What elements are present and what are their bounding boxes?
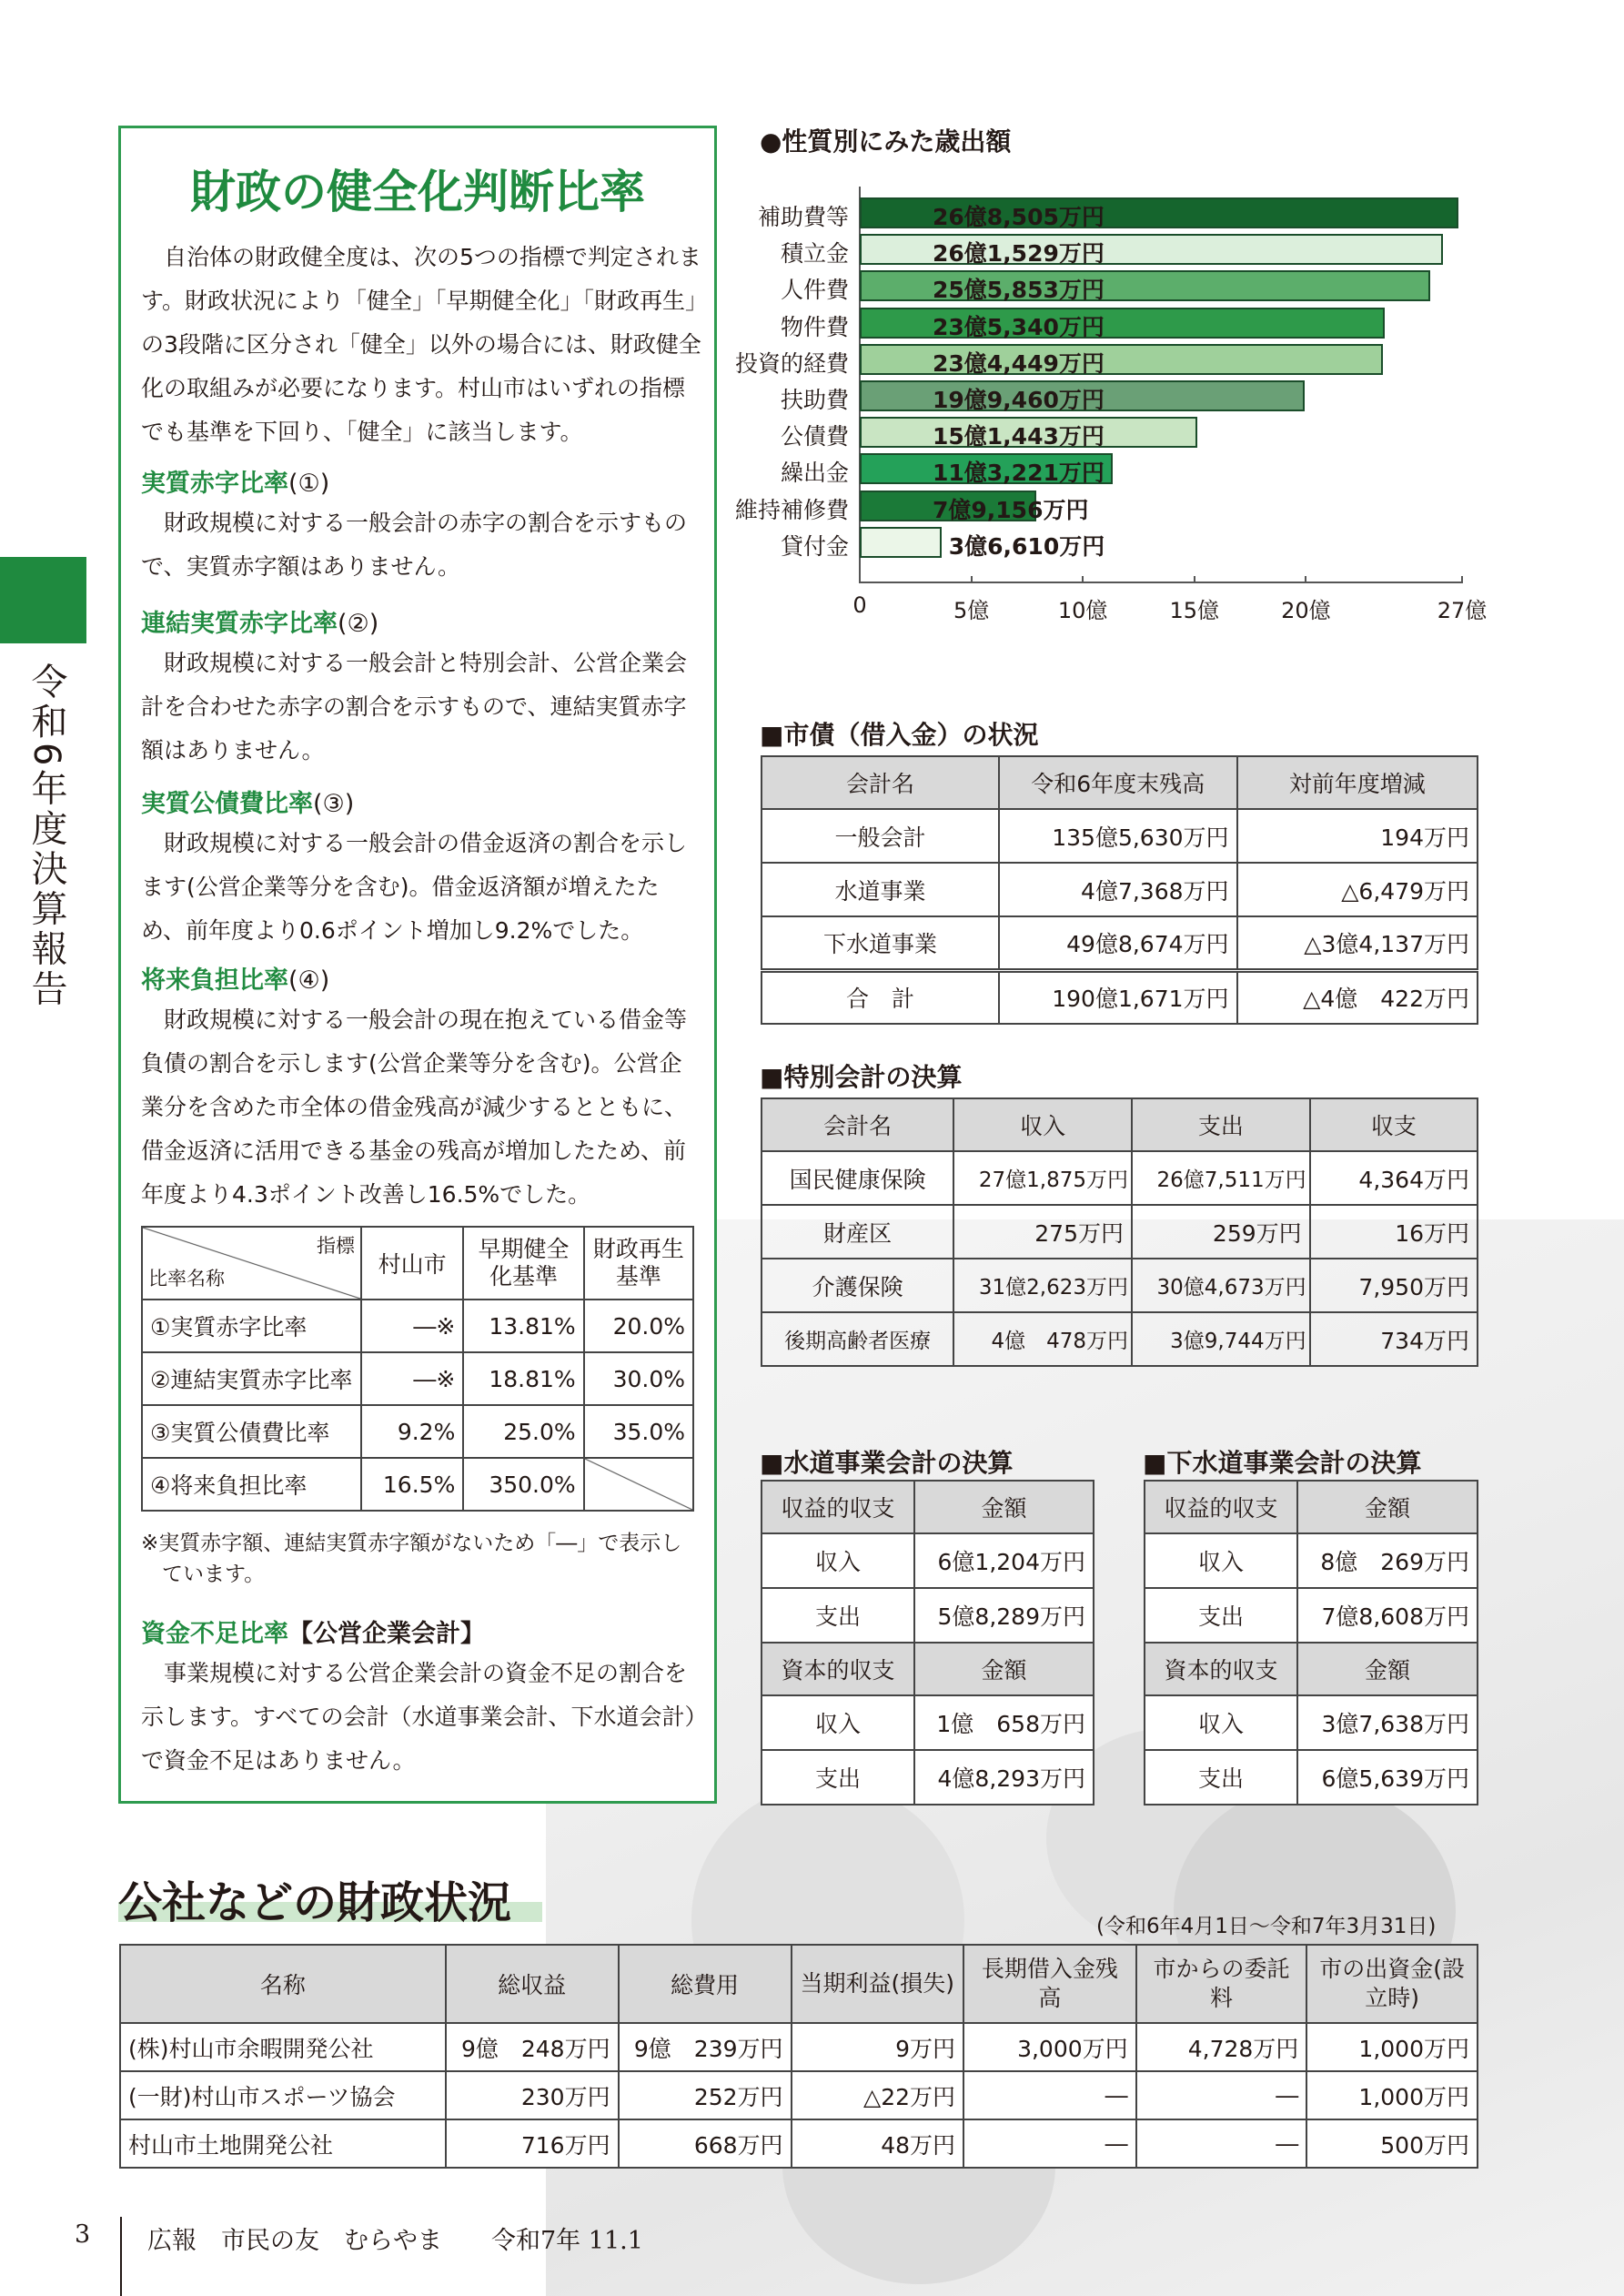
special-cell: 財産区 <box>762 1205 953 1259</box>
special-cell: 7,950万円 <box>1310 1259 1478 1312</box>
water-cell: 支出 <box>762 1750 914 1805</box>
table-row <box>1145 1695 1478 1750</box>
special-cell: 275万円 <box>953 1205 1132 1259</box>
special-cell: 26億7,511万円 <box>1132 1151 1310 1205</box>
special-cell: 4億 478万円 <box>953 1312 1132 1366</box>
sewer-header: 金額 <box>1297 1643 1478 1695</box>
corp-cell: 9億 248万円 <box>446 2023 619 2071</box>
ratio-city: ―※ <box>361 1352 463 1405</box>
sewer-cell: 収入 <box>1145 1533 1297 1588</box>
table-row <box>762 1312 1478 1366</box>
chart-category-label: 繰出金 <box>780 460 849 487</box>
corp-cell: ― <box>963 2071 1136 2119</box>
chart-tick-mark <box>1461 576 1463 583</box>
side-tab-block <box>0 557 86 643</box>
chart-data-label: 25億5,853万円 <box>933 277 1105 304</box>
water-cell: 収入 <box>762 1695 914 1750</box>
chart-category-label: 投資的経費 <box>734 349 849 377</box>
ratio-intro: 自治体の財政健全度は、次の5つの指標で判定されます。財政状況により「健全」「早期健全化」「財政再生」の3段階に区分され「健全」以外の場合には、財政健全化の取組みが必要になります。村山市はいずれの指標でも基準を下回り、「健全」に該当します。 <box>141 244 701 445</box>
corp-cell: 668万円 <box>619 2119 792 2168</box>
water-cell: 5億8,289万円 <box>914 1588 1094 1643</box>
corp-cell: 4,728万円 <box>1136 2023 1307 2071</box>
water-title: ■水道事業会計の決算 <box>760 1448 1014 1478</box>
chart-tick-mark <box>1194 576 1195 583</box>
expenditure-chart <box>734 187 1515 660</box>
subhead-consolidated: 連結実質赤字比率(②) <box>141 610 379 638</box>
corp-cell: 1,000万円 <box>1306 2071 1478 2119</box>
chart-data-label: 23億4,449万円 <box>933 349 1105 377</box>
text-deficit: 財政規模に対する一般会計の赤字の割合を示すもので、実質赤字額はありません。 <box>141 510 688 580</box>
ratio-city: 9.2% <box>361 1405 463 1458</box>
chart-category-label: 扶助費 <box>780 387 849 413</box>
footer-text: 広報 市民の友 むらやま 令和7年 11.1 <box>147 2227 643 2255</box>
corp-header: 当期利益(損失) <box>792 1945 963 2023</box>
corp-period: (令和6年4月1日〜令和7年3月31日) <box>1096 1915 1437 1938</box>
corp-cell: 1,000万円 <box>1306 2023 1478 2071</box>
ratio-rebuild: 30.0% <box>584 1352 693 1405</box>
subhead-deficit: 実質赤字比率(①) <box>141 470 330 498</box>
chart-category-label: 貸付金 <box>780 532 849 560</box>
corp-cell: 村山市土地開発公社 <box>120 2119 446 2168</box>
side-tab-title: 令和6年度決算報告 <box>25 663 67 1010</box>
debt-cell: △6,479万円 <box>1237 863 1478 916</box>
chart-data-label: 15億1,443万円 <box>933 423 1105 450</box>
chart-category-label: 維持補修費 <box>734 496 849 523</box>
debt-header: 令和6年度末残高 <box>999 756 1237 809</box>
chart-category-label: 補助費等 <box>757 204 849 230</box>
debt-cell: 49億8,674万円 <box>999 916 1237 970</box>
corp-cell: ― <box>1136 2119 1307 2168</box>
table-row <box>762 863 1478 916</box>
special-cell: 27億1,875万円 <box>953 1151 1132 1205</box>
corp-cell: 230万円 <box>446 2071 619 2119</box>
subhead-debt-service: 実質公債費比率(③) <box>141 790 355 818</box>
debt-cell: 4億7,368万円 <box>999 863 1237 916</box>
table-row <box>762 916 1478 970</box>
text-consolidated: 財政規模に対する一般会計と特別会計、公営企業会計を合わせた赤字の割合を示すもので、連結実質赤字額はありません。 <box>141 650 688 764</box>
corp-header: 名称 <box>120 1945 446 2023</box>
table-row <box>1145 1588 1478 1643</box>
ratio-name: ③実質公債費比率 <box>142 1405 361 1458</box>
footer-divider <box>120 2217 122 2296</box>
table-row <box>762 1533 1094 1588</box>
debt-total-cell: 190億1,671万円 <box>999 970 1237 1024</box>
table-row <box>142 1300 693 1352</box>
ratio-table <box>141 1226 694 1512</box>
sewer-cell: 6億5,639万円 <box>1297 1750 1478 1805</box>
subhead-shortage: 資金不足比率【公営企業会計】 <box>141 1620 485 1648</box>
sewer-cell: 支出 <box>1145 1588 1297 1643</box>
table-row <box>120 2071 1478 2119</box>
ratio-early: 350.0% <box>463 1458 583 1511</box>
water-header: 金額 <box>914 1481 1094 1533</box>
sewer-header: 金額 <box>1297 1481 1478 1533</box>
ratio-name: ②連結実質赤字比率 <box>142 1352 361 1405</box>
water-cell: 収入 <box>762 1533 914 1588</box>
special-header: 会計名 <box>762 1098 953 1151</box>
chart-tick-mark <box>971 576 973 583</box>
debt-header: 会計名 <box>762 756 999 809</box>
sewer-cell: 支出 <box>1145 1750 1297 1805</box>
sewer-title: ■下水道事業会計の決算 <box>1143 1448 1422 1478</box>
chart-tick-label: 0 <box>852 592 867 618</box>
water-cell: 4億8,293万円 <box>914 1750 1094 1805</box>
debt-cell: 一般会計 <box>762 809 999 863</box>
special-cell: 734万円 <box>1310 1312 1478 1366</box>
table-row <box>120 2023 1478 2071</box>
sewer-cell: 3億7,638万円 <box>1297 1695 1478 1750</box>
special-header: 収支 <box>1310 1098 1478 1151</box>
chart-tick-mark <box>1082 576 1084 583</box>
sewer-table <box>1144 1480 1478 1805</box>
special-title: ■特別会計の決算 <box>760 1062 963 1092</box>
water-cell: 6億1,204万円 <box>914 1533 1094 1588</box>
corp-cell: (株)村山市余暇開発公社 <box>120 2023 446 2071</box>
debt-total-row <box>762 970 1478 1024</box>
ratio-name: ①実質赤字比率 <box>142 1300 361 1352</box>
table-row <box>762 1259 1478 1312</box>
corp-cell: 500万円 <box>1306 2119 1478 2168</box>
chart-bar <box>860 527 942 558</box>
water-header: 金額 <box>914 1643 1094 1695</box>
text-future-burden: 財政規模に対する一般会計の現在抱えている借金等負債の割合を示します(公営企業等分を含む)。公営企業分を含めた市全体の借金残高が減少するとともに、借金返済に活用できる基金の残高が増加したため、前年度より4.3ポイント改善し16.5%でした。 <box>141 1006 688 1208</box>
corp-cell: 716万円 <box>446 2119 619 2168</box>
table-row <box>762 1695 1094 1750</box>
chart-data-label: 3億6,610万円 <box>948 532 1105 560</box>
debt-cell: △3億4,137万円 <box>1237 916 1478 970</box>
sewer-header: 収益的収支 <box>1145 1481 1297 1533</box>
special-header: 収入 <box>953 1098 1132 1151</box>
corner-bottom-label: 比率名称 <box>148 1268 225 1290</box>
sewer-cell: 8億 269万円 <box>1297 1533 1478 1588</box>
table-row <box>762 1151 1478 1205</box>
chart-title: ●性質別にみた歳出額 <box>760 126 1012 157</box>
table-row <box>142 1405 693 1458</box>
corp-cell: △22万円 <box>792 2071 963 2119</box>
special-cell: 後期高齢者医療 <box>762 1312 953 1366</box>
ratio-rebuild: 20.0% <box>584 1300 693 1352</box>
table-row <box>762 809 1478 863</box>
debt-total-cell: 合 計 <box>762 970 999 1024</box>
corp-header: 市からの委託料 <box>1136 1945 1307 2023</box>
sewer-header: 資本的収支 <box>1145 1643 1297 1695</box>
corp-table <box>119 1944 1478 2169</box>
debt-header: 対前年度増減 <box>1237 756 1478 809</box>
corner-top-label: 指標 <box>317 1235 356 1257</box>
corp-header: 総費用 <box>619 1945 792 2023</box>
table-row <box>120 2119 1478 2168</box>
debt-title: ■市債（借入金）の状況 <box>760 720 1039 750</box>
chart-tick-label: 20億 <box>1281 598 1331 623</box>
chart-data-label: 23億5,340万円 <box>933 313 1105 340</box>
corp-cell: 48万円 <box>792 2119 963 2168</box>
special-table <box>761 1097 1478 1367</box>
page-number: 3 <box>75 2220 91 2249</box>
ratio-city: 16.5% <box>361 1458 463 1511</box>
ratio-table-corner <box>142 1227 361 1300</box>
subhead-future-burden: 将来負担比率(④) <box>141 966 330 995</box>
chart-category-label: 積立金 <box>780 240 849 268</box>
ratio-rebuild: 35.0% <box>584 1405 693 1458</box>
ratio-city: ―※ <box>361 1300 463 1352</box>
water-table <box>761 1480 1094 1805</box>
water-cell: 1億 658万円 <box>914 1695 1094 1750</box>
corp-cell: 252万円 <box>619 2071 792 2119</box>
table-row <box>762 1750 1094 1805</box>
ratio-section <box>118 126 717 1804</box>
corp-cell: 9万円 <box>792 2023 963 2071</box>
debt-cell: 194万円 <box>1237 809 1478 863</box>
special-header: 支出 <box>1132 1098 1310 1151</box>
chart-category-label: 公債費 <box>780 423 849 450</box>
table-row <box>1145 1533 1478 1588</box>
chart-tick-label: 15億 <box>1169 598 1220 623</box>
special-cell: 3億9,744万円 <box>1132 1312 1310 1366</box>
table-row <box>762 1588 1094 1643</box>
special-cell: 16万円 <box>1310 1205 1478 1259</box>
ratio-header-rebuild: 財政再生基準 <box>584 1227 693 1300</box>
chart-tick-label: 27億 <box>1437 598 1488 623</box>
table-row <box>1145 1750 1478 1805</box>
ratio-header-early: 早期健全化基準 <box>463 1227 583 1300</box>
corp-header: 市の出資金(設立時) <box>1306 1945 1478 2023</box>
corp-title: 公社などの財政状況 <box>118 1877 512 1928</box>
special-cell: 259万円 <box>1132 1205 1310 1259</box>
special-cell: 30億4,673万円 <box>1132 1259 1310 1312</box>
special-cell: 国民健康保険 <box>762 1151 953 1205</box>
ratio-header-city: 村山市 <box>361 1227 463 1300</box>
chart-data-label: 19億9,460万円 <box>933 387 1105 413</box>
sewer-cell: 収入 <box>1145 1695 1297 1750</box>
corp-header: 長期借入金残高 <box>963 1945 1136 2023</box>
table-row <box>762 1205 1478 1259</box>
chart-data-label: 26億1,529万円 <box>933 240 1105 268</box>
debt-cell: 下水道事業 <box>762 916 999 970</box>
corp-cell: ― <box>1136 2071 1307 2119</box>
debt-table <box>761 755 1478 1025</box>
debt-total-cell: △4億 422万円 <box>1237 970 1478 1024</box>
chart-data-label: 11億3,221万円 <box>933 460 1105 487</box>
table-row <box>142 1352 693 1405</box>
corp-cell: 9億 239万円 <box>619 2023 792 2071</box>
chart-category-label: 物件費 <box>780 313 849 340</box>
sewer-cell: 7億8,608万円 <box>1297 1588 1478 1643</box>
chart-data-label: 7億9,156万円 <box>933 496 1089 523</box>
table-row <box>142 1458 693 1511</box>
text-debt-service: 財政規模に対する一般会計の借金返済の割合を示します(公営企業等分を含む)。借金返済額が増えたため、前年度より0.6ポイント増加し9.2%でした。 <box>141 830 688 944</box>
water-header: 資本的収支 <box>762 1643 914 1695</box>
ratio-rebuild-empty <box>584 1458 693 1511</box>
ratio-note: ※実質赤字額、連結実質赤字額がないため「―」で表示しています。 <box>141 1532 682 1586</box>
chart-data-label: 26億8,505万円 <box>933 204 1105 230</box>
corp-cell: (一財)村山市スポーツ協会 <box>120 2071 446 2119</box>
chart-tick-label: 5億 <box>953 598 990 623</box>
chart-tick-mark <box>859 576 861 583</box>
special-cell: 4,364万円 <box>1310 1151 1478 1205</box>
ratio-early: 18.81% <box>463 1352 583 1405</box>
chart-tick-mark <box>1305 576 1306 583</box>
ratio-early: 13.81% <box>463 1300 583 1352</box>
ratio-early: 25.0% <box>463 1405 583 1458</box>
debt-cell: 水道事業 <box>762 863 999 916</box>
special-cell: 31億2,623万円 <box>953 1259 1132 1312</box>
corp-header: 総収益 <box>446 1945 619 2023</box>
debt-cell: 135億5,630万円 <box>999 809 1237 863</box>
water-cell: 支出 <box>762 1588 914 1643</box>
chart-tick-label: 10億 <box>1057 598 1108 623</box>
corp-cell: ― <box>963 2119 1136 2168</box>
water-header: 収益的収支 <box>762 1481 914 1533</box>
ratio-title: 財政の健全化判断比率 <box>190 166 645 218</box>
chart-category-label: 人件費 <box>780 277 849 304</box>
corp-cell: 3,000万円 <box>963 2023 1136 2071</box>
text-shortage: 事業規模に対する公営企業会計の資金不足の割合を示します。すべての会計（水道事業会計、下水道会計）で資金不足はありません。 <box>141 1660 697 1774</box>
special-cell: 介護保険 <box>762 1259 953 1312</box>
chart-x-axis <box>860 582 1462 583</box>
ratio-name: ④将来負担比率 <box>142 1458 361 1511</box>
